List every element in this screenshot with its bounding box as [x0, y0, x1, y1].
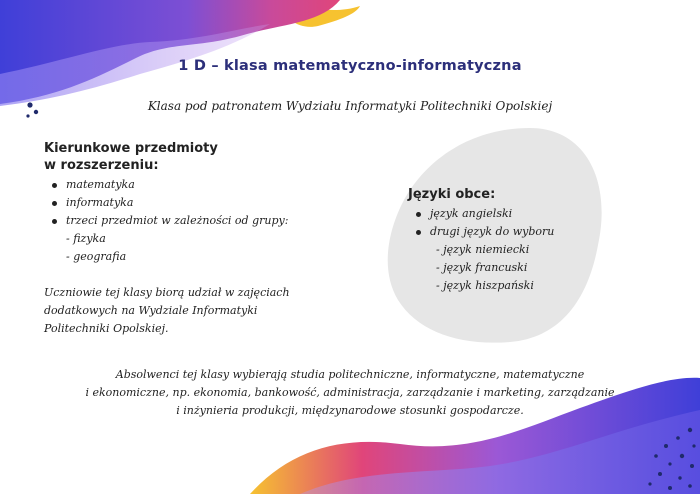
list-item-label: drugi język do wyboru: [430, 225, 555, 238]
list-item: [44, 176, 344, 194]
list-item: [408, 205, 608, 223]
subjects-list: [44, 176, 344, 230]
list-item-label: matematyka: [66, 178, 135, 191]
list-item-label: język angielski: [430, 207, 513, 220]
list-item-label: trzeci przedmiot w zależności od grupy:: [66, 214, 289, 227]
page-subtitle: Klasa pod patronatem Wydziału Informatyki Politechniki Opolskiej: [147, 99, 553, 113]
bullet-icon: [52, 219, 57, 224]
bullet-icon: [52, 201, 57, 206]
subitem-french: - język francuski: [436, 261, 528, 274]
footer-line: i ekonomiczne, np. ekonomia, bankowość, administracja, zarządzanie i marketing, zarządzanie: [85, 386, 615, 399]
subjects-section: [44, 140, 344, 266]
subitem-physics: - fizyka: [66, 232, 106, 245]
bullet-icon: [416, 230, 421, 235]
subjects-heading-line-2: w rozszerzeniu:: [44, 158, 159, 173]
top-left-wave: [0, 0, 360, 106]
list-item-label: informatyka: [66, 196, 134, 209]
graduates-paragraph: [0, 366, 700, 420]
paragraph-line: Politechniki Opolskiej.: [44, 322, 169, 335]
bullet-icon: [416, 212, 421, 217]
paragraph-line: Uczniowie tej klasy biorą udział w zajęciach: [44, 286, 290, 299]
subjects-heading-line-1: Kierunkowe przedmioty: [44, 141, 218, 156]
list-item: [44, 212, 344, 230]
page-title: 1 D – klasa matematyczno-informatyczna: [178, 58, 522, 74]
languages-heading: Języki obce:: [408, 187, 496, 202]
list-item: [44, 194, 344, 212]
activities-paragraph: [44, 284, 324, 338]
footer-line: i inżynieria produkcji, międzynarodowe stosunki gospodarcze.: [176, 404, 524, 417]
list-item: [408, 223, 608, 241]
footer-line: Absolwenci tej klasy wybierają studia politechniczne, informatyczne, matematyczne: [115, 368, 585, 381]
subitem-spanish: - język hiszpański: [436, 279, 534, 292]
subitem-german: - język niemiecki: [436, 243, 530, 256]
languages-list: [408, 205, 608, 241]
subitem-geography: - geografia: [66, 250, 127, 263]
languages-section: [408, 186, 608, 295]
paragraph-line: dodatkowych na Wydziale Informatyki: [44, 304, 258, 317]
bullet-icon: [52, 183, 57, 188]
